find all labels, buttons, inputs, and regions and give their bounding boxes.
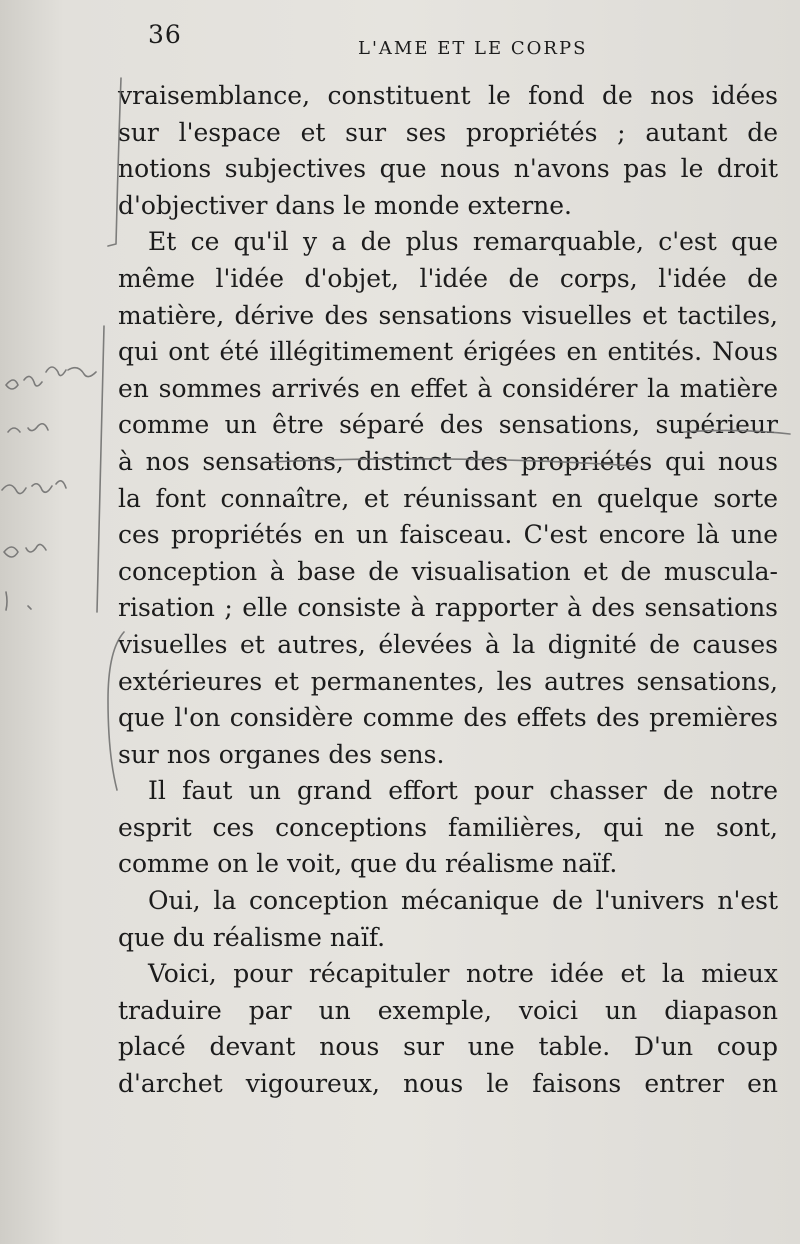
body-text <box>118 78 778 1188</box>
text-line: comme on le voit, que du réalisme naïf. <box>118 849 618 879</box>
text-line: en sommes arrivés en effet à considérer la matière <box>118 373 778 403</box>
text-line: qui ont été illégitimement érigées en entités. Nous <box>118 337 778 367</box>
text-line: à nos sensations, distinct des propriétés qui nous <box>118 446 778 476</box>
margin-bracket-line <box>97 326 104 612</box>
text-line: extérieures et permanentes, les autres sensations, <box>118 666 778 696</box>
running-title: L'AME ET LE CORPS <box>358 38 588 59</box>
page-header <box>0 18 800 58</box>
text-line: risation ; elle consiste à rapporter à des sensations <box>118 593 778 623</box>
text-line: conception à base de visualisation et de muscula- <box>118 556 778 586</box>
text-line: que du réalisme naïf. <box>118 922 386 952</box>
text-line: Oui, la conception mécanique de l'univers n'est <box>148 886 778 916</box>
margin-scribble <box>6 592 31 610</box>
text-line: sur l'espace et sur ses propriétés ; autant de <box>118 117 778 147</box>
text-line: ces propriétés en un faisceau. C'est encore là une <box>118 520 778 550</box>
text-line: notions subjectives que nous n'avons pas le droit <box>118 154 778 184</box>
text-line: vraisemblance, constituent le fond de nos idées <box>118 81 778 110</box>
text-line: même l'idée d'objet, l'idée de corps, l'idée de <box>118 263 778 293</box>
text-line: d'objectiver dans le monde externe. <box>118 190 572 220</box>
margin-scribble <box>4 544 46 557</box>
text-line: la font connaître, et réunissant en quelque sorte <box>118 483 778 513</box>
text-line: visuelles et autres, élevées à la dignité de causes <box>118 629 778 659</box>
text-line: Voici, pour récapituler notre idée et la mieux <box>148 959 778 989</box>
text-line: d'archet vigoureux, nous le faisons entrer en <box>118 1069 778 1099</box>
text-line: comme un être séparé des sensations, supérieur <box>118 410 778 440</box>
margin-scribble <box>8 424 48 432</box>
text-line: sur nos organes des sens. <box>118 739 445 769</box>
text-line: que l'on considère comme des effets des premières <box>118 703 778 733</box>
text-line: placé devant nous sur une table. D'un coup <box>118 1032 778 1062</box>
margin-scribble <box>6 367 96 389</box>
text-line: matière, dérive des sensations visuelles et tactiles, <box>118 300 778 330</box>
text-line: esprit ces conceptions familières, qui ne sont, <box>118 812 778 842</box>
text-line: traduire par un exemple, voici un diapason <box>118 995 778 1025</box>
page-number: 36 <box>148 20 182 49</box>
text-line: Et ce qu'il y a de plus remarquable, c'est que <box>148 227 778 257</box>
text-line: Il faut un grand effort pour chasser de notre <box>148 776 778 806</box>
margin-scribble <box>2 481 66 494</box>
